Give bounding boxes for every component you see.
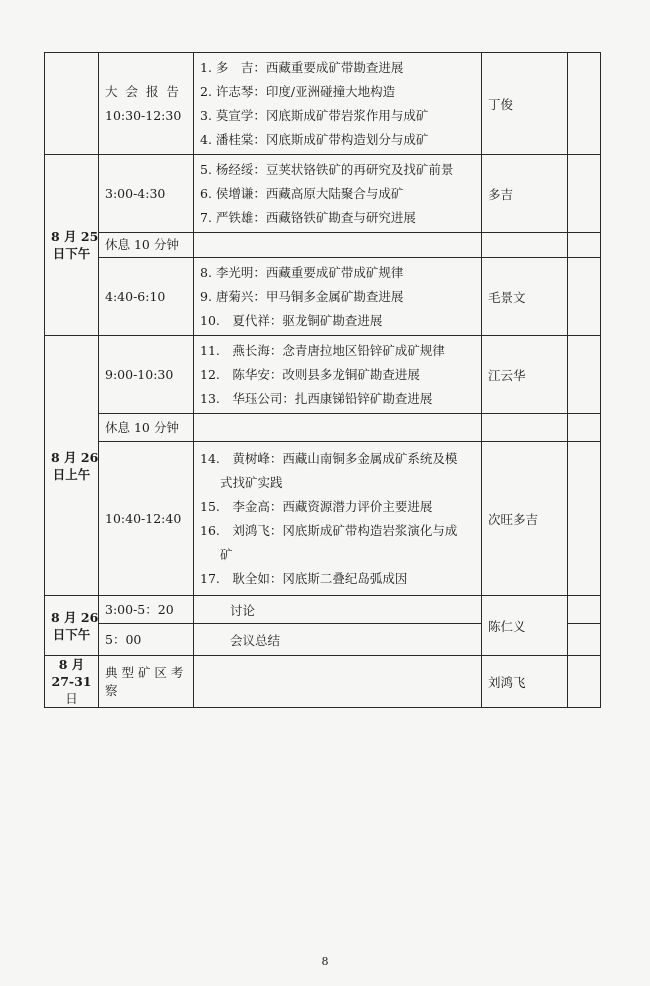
blank-cell	[568, 656, 601, 708]
talk-item-continued: 式找矿实践	[220, 474, 283, 490]
blank-cell	[194, 656, 482, 708]
blank-cell	[568, 624, 601, 656]
talk-item: 15. 李金高：西藏资源潜力评价主要进展	[200, 498, 433, 514]
talk-item: 3. 莫宣学：冈底斯成矿带岩浆作用与成矿	[200, 107, 429, 123]
talk-item: 14. 黄树峰：西藏山南铜多金属成矿系统及模	[200, 450, 458, 466]
date-cell-aug26pm	[45, 596, 99, 656]
date-cell-empty	[45, 53, 99, 155]
activity-line: 典 型 矿 区 考	[105, 664, 184, 680]
aug25-block1-row	[45, 155, 601, 233]
aug26pm-discussion-row	[45, 596, 601, 624]
talk-item: 2. 许志琴：印度/亚洲碰撞大地构造	[200, 83, 396, 99]
talk-item: 8. 李光明：西藏重要成矿带成矿规律	[200, 264, 404, 280]
talk-item: 7. 严铁雄：西藏铬铁矿勘查与研究进展	[200, 209, 416, 225]
chair-cell: 刘鸿飞	[482, 656, 568, 708]
chair-cell: 多吉	[482, 155, 568, 233]
blank-cell	[568, 258, 601, 336]
break-label: 休息 10 分钟	[99, 414, 194, 442]
blank-cell	[568, 336, 601, 414]
date-line: 8 月 26	[51, 449, 99, 465]
talk-list	[194, 155, 482, 233]
field-trip-row	[45, 656, 601, 708]
opening-session-cell	[99, 53, 194, 155]
chair-cell: 陈仁义	[482, 596, 568, 656]
date-cell-aug26am	[45, 336, 99, 596]
talk-item: 1. 多 吉：西藏重要成矿带勘查进展	[200, 59, 404, 75]
date-line: 日	[65, 691, 78, 706]
blank-cell	[194, 414, 482, 442]
aug25-break-row	[45, 233, 601, 258]
talk-list	[194, 336, 482, 414]
time-slot: 9:00-10:30	[99, 336, 194, 414]
activity-cell: 会议总结	[194, 624, 482, 656]
date-cell-aug25pm	[45, 155, 99, 336]
blank-cell	[568, 233, 601, 258]
talk-item: 11. 燕长海：念青唐拉地区铅锌矿成矿规律	[200, 342, 445, 358]
schedule-table	[44, 52, 601, 708]
date-line: 8 月 26	[51, 609, 99, 625]
blank-cell	[568, 596, 601, 624]
aug26-break-row	[45, 414, 601, 442]
time-slot: 5：00	[99, 624, 194, 656]
time-slot: 10:40-12:40	[99, 442, 194, 596]
activity-cell	[99, 656, 194, 708]
talk-item: 13. 华珏公司：扎西康锑铅锌矿勘查进展	[200, 390, 433, 406]
activity-cell: 讨论	[194, 596, 482, 624]
session-label: 大 会 报 告	[105, 83, 181, 99]
date-line: 日下午	[52, 626, 91, 642]
talk-item: 6. 侯增谦：西藏高原大陆聚合与成矿	[200, 185, 404, 201]
blank-cell	[482, 414, 568, 442]
time-slot: 4:40-6:10	[99, 258, 194, 336]
time-slot: 3:00-4:30	[99, 155, 194, 233]
chair-cell: 丁俊	[482, 53, 568, 155]
blank-cell	[568, 155, 601, 233]
talk-item: 5. 杨经绥：豆荚状铬铁矿的再研究及找矿前景	[200, 161, 454, 177]
blank-cell	[482, 233, 568, 258]
talk-item: 12. 陈华安：改则县多龙铜矿勘查进展	[200, 366, 420, 382]
talk-item-continued: 矿	[220, 546, 233, 562]
date-line: 27-31	[51, 674, 92, 689]
talk-list	[194, 53, 482, 155]
blank-cell	[568, 53, 601, 155]
date-cell-field	[45, 656, 99, 708]
date-line: 8 月 25	[51, 229, 99, 244]
chair-cell: 毛景文	[482, 258, 568, 336]
blank-cell	[568, 442, 601, 596]
talk-list	[194, 442, 482, 596]
page-number: 8	[321, 955, 329, 968]
aug26-block1-row	[45, 336, 601, 414]
date-line: 日下午	[52, 246, 91, 261]
activity-line: 察	[105, 682, 118, 698]
date-line: 8 月	[58, 657, 85, 672]
aug26-block2-row	[45, 442, 601, 596]
talk-item: 10. 夏代祥：驱龙铜矿勘查进展	[200, 312, 383, 328]
talk-item: 16. 刘鸿飞：冈底斯成矿带构造岩浆演化与成	[200, 522, 458, 538]
talk-item: 9. 唐菊兴：甲马铜多金属矿勘查进展	[200, 288, 404, 304]
talk-list	[194, 258, 482, 336]
break-label: 休息 10 分钟	[99, 233, 194, 258]
chair-cell: 江云华	[482, 336, 568, 414]
time-slot: 10:30-12:30	[105, 107, 182, 123]
date-line: 日上午	[52, 466, 91, 482]
time-slot: 3:00-5：20	[99, 596, 194, 624]
opening-row	[45, 53, 601, 155]
chair-cell: 次旺多吉	[482, 442, 568, 596]
talk-item: 17. 耿全如：冈底斯二叠纪岛弧成因	[200, 570, 408, 586]
talk-item: 4. 潘桂棠：冈底斯成矿带构造划分与成矿	[200, 131, 429, 147]
blank-cell	[194, 233, 482, 258]
blank-cell	[568, 414, 601, 442]
aug25-block2-row	[45, 258, 601, 336]
